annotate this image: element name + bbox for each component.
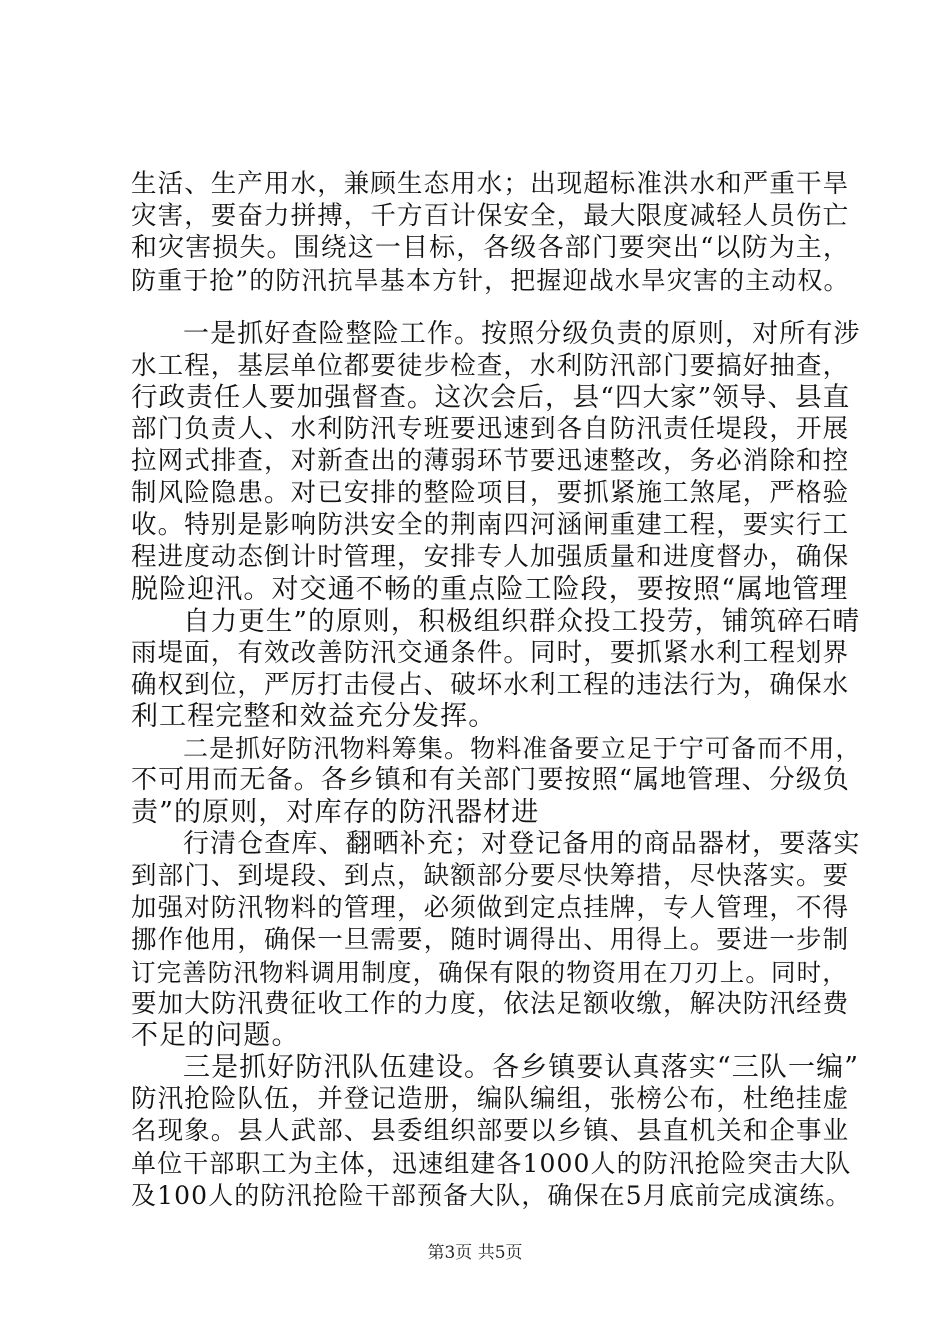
text-line: 防汛抢险队伍，并登记造册，编队编组，张榜公布，杜绝挂虚 bbox=[131, 1084, 850, 1114]
text-line: 名现象。县人武部、县委组织部要以乡镇、县直机关和企事业 bbox=[131, 1116, 850, 1146]
text-line: 三是抓好防汛队伍建设。各乡镇要认真落实“三队一编” bbox=[183, 1052, 860, 1083]
text-line: 自力更生”的原则，积极组织群众投工投劳，铺筑碎石晴 bbox=[183, 606, 861, 637]
text-line: 雨堤面，有效改善防汛交通条件。同时，要抓紧水利工程划界 bbox=[131, 638, 850, 668]
text-line: 一是抓好查险整险工作。按照分级负责的原则，对所有涉 bbox=[183, 319, 861, 349]
text-line: 利工程完整和效益充分发挥。 bbox=[131, 701, 497, 732]
text-line: 订完善防汛物料调用制度，确保有限的物资用在刀刃上。同时， bbox=[131, 958, 848, 987]
text-line: 和灾害损失。围绕这一目标，各级各部门要突出“以防为主， bbox=[131, 233, 850, 263]
text-line: 单位干部职工为主体，迅速组建各1000人的防汛抢险突击大队 bbox=[131, 1149, 852, 1178]
text-line: 程进度动态倒计时管理，安排专人加强质量和进度督办，确保 bbox=[131, 542, 850, 572]
text-line: 水工程，基层单位都要徒步检查，水利防汛部门要搞好抽查， bbox=[131, 351, 850, 381]
page-number-footer: 第3页 共5页 bbox=[427, 1243, 523, 1263]
text-line: 行政责任人要加强督查。这次会后，县“四大家”领导、县直 bbox=[131, 382, 851, 413]
text-line: 生活、生产用水，兼顾生态用水；出现超标准洪水和严重干旱 bbox=[131, 169, 850, 199]
text-line: 灾害，要奋力拼搏，千方百计保安全，最大限度减轻人员伤亡 bbox=[131, 201, 850, 231]
text-line: 制风险隐患。对已安排的整险项目，要抓紧施工煞尾，严格验 bbox=[131, 478, 850, 508]
text-line: 拉网式排查，对新查出的薄弱环节要迅速整改，务必消除和控 bbox=[131, 446, 850, 476]
text-line: 及100人的防汛抢险干部预备大队，确保在5月底前完成演练。 bbox=[131, 1181, 852, 1210]
text-line: 收。特别是影响防洪安全的荆南四河涵闸重建工程，要实行工 bbox=[131, 510, 850, 540]
text-line: 加强对防汛物料的管理，必须做到定点挂牌，专人管理，不得 bbox=[131, 893, 850, 923]
text-line: 挪作他用，确保一旦需要，随时调得出、用得上。要进一步制 bbox=[131, 925, 850, 955]
text-line: 脱险迎汛。对交通不畅的重点险工险段，要按照“属地管理 bbox=[131, 574, 849, 605]
text-line: 不可用而无备。各乡镇和有关部门要按照“属地管理、分级负 bbox=[131, 765, 850, 795]
text-line: 不足的问题。 bbox=[131, 1020, 300, 1051]
text-line: 确权到位，严厉打击侵占、破坏水利工程的违法行为，确保水 bbox=[131, 670, 850, 700]
text-line: 责”的原则，对库存的防汛器材进 bbox=[131, 797, 540, 828]
text-line: 二是抓好防汛物料筹集。物料准备要立足于宁可备而不用， bbox=[183, 734, 862, 763]
text-line: 防重于抢”的防汛抗旱基本方针，把握迎战水旱灾害的主动权。 bbox=[131, 266, 850, 295]
text-line: 到部门、到堤段、到点，缺额部分要尽快筹措，尽快落实。要 bbox=[131, 861, 850, 891]
text-line: 行清仓查库、翻晒补充；对登记备用的商品器材，要落实 bbox=[183, 829, 861, 859]
text-line: 要加大防汛费征收工作的力度，依法足额收缴，解决防汛经费 bbox=[131, 989, 850, 1019]
text-line: 部门负责人、水利防汛专班要迅速到各自防汛责任堤段，开展 bbox=[131, 414, 850, 444]
